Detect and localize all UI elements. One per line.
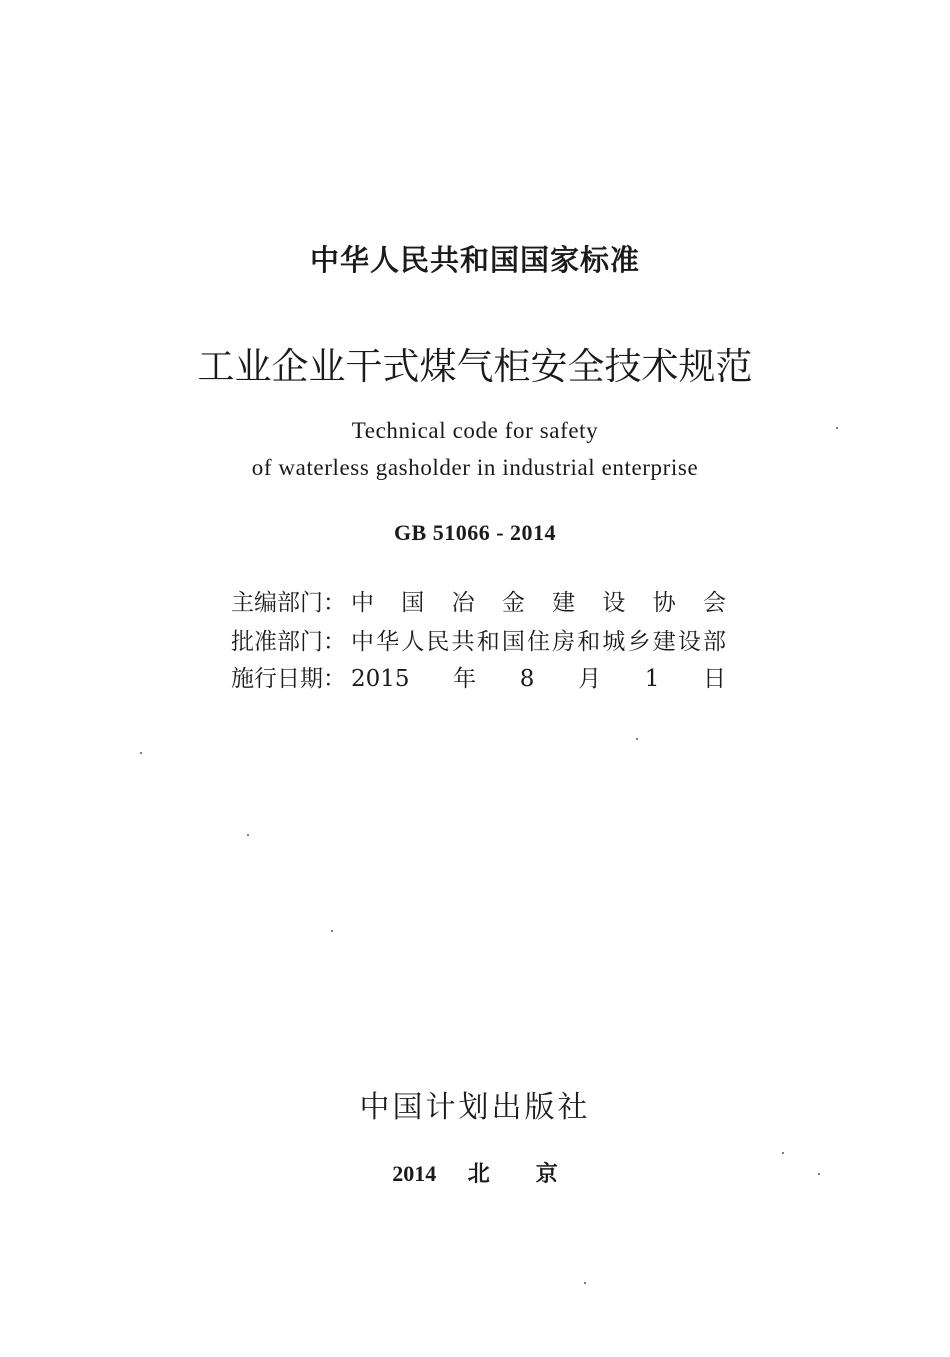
effective-date-row <box>231 659 726 693</box>
standard-code: GB 51066 - 2014 <box>393 520 557 545</box>
scan-speck <box>836 427 838 429</box>
scan-speck <box>636 738 638 740</box>
scan-speck <box>140 752 142 754</box>
document-title-chinese: 工业企业干式煤气柜安全技术规范 <box>197 345 753 388</box>
publication-year-place <box>0 1157 950 1188</box>
scan-speck <box>782 1152 784 1154</box>
scan-speck <box>818 1173 820 1175</box>
editor-value: 中国冶金建设协会 <box>351 589 726 616</box>
document-title-english-line-2: of waterless gasholder in industrial enterprise <box>251 455 699 480</box>
scan-speck <box>331 930 333 932</box>
publisher-name: 中国计划出版社 <box>359 1090 591 1125</box>
publication-year: 2014 <box>392 1161 437 1186</box>
scan-speck <box>247 834 249 836</box>
approver-label: 批准部门： <box>231 628 346 655</box>
editor-row <box>231 583 726 617</box>
scan-speck <box>584 1282 586 1284</box>
effective-date-label: 施行日期： <box>231 665 346 692</box>
approver-row <box>231 622 726 656</box>
approver-value: 中华人民共和国住房和城乡建设部 <box>351 628 726 655</box>
document-title-english-line-1: Technical code for safety <box>351 418 599 443</box>
national-standard-header: 中华人民共和国国家标准 <box>309 243 640 277</box>
editor-label: 主编部门： <box>231 589 346 616</box>
effective-date-value: 2015年8月1日 <box>351 665 726 692</box>
publication-city: 北京 <box>467 1161 604 1186</box>
